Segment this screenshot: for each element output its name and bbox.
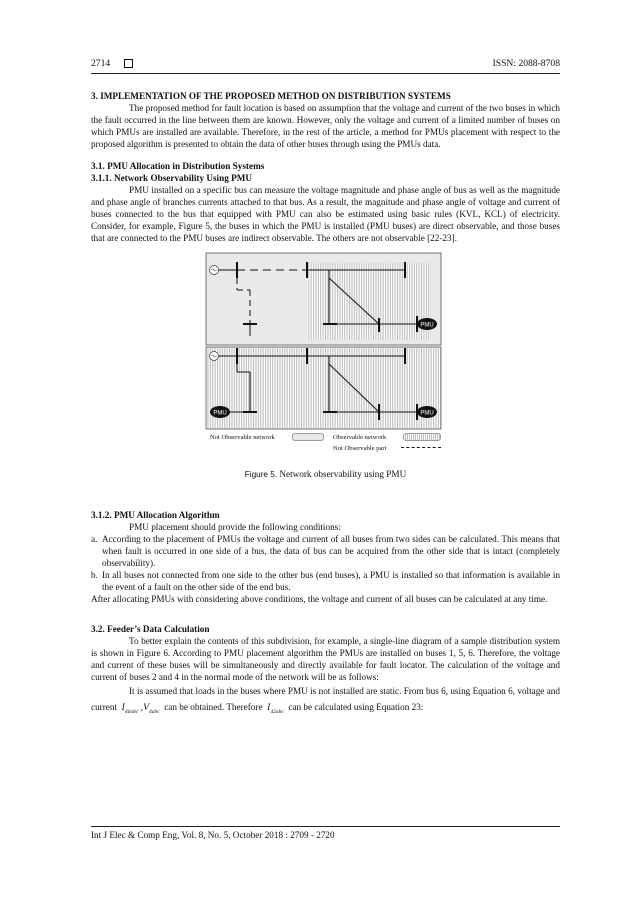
section-3-2-paragraph-2: [91, 683, 560, 720]
section-3-2-paragraph-1: To better explain the contents of this subdivision, for example, a single-line diagram of a sample distribution system is shown in Figure 6. According to PMU placement algorithm the PMUs are installed on buses 1, 5, 6. Therefore, the voltage and current of these buses will be simultaneously and directly available for fault locator. The calculation of the voltage and current of buses 2 and 4 in the normal mode of the network will be as follows:: [91, 636, 560, 682]
pmu-label: PMU: [420, 322, 434, 329]
list-item: [91, 569, 560, 593]
para2-text-a: It is assumed that loads in the buses where PMU is not installed are static. From bus 6, using Equation 6, voltage and current: [91, 686, 560, 712]
footer-rule: [91, 826, 560, 827]
list-text: In all buses not connected from one side to the other bus (end buses), a PMU is installed so that information is available in the event of a fault on the other side of the end bus.: [102, 570, 560, 592]
list-marker: a.: [91, 534, 98, 544]
page-number: 2714: [91, 57, 111, 69]
legend-dashed-line: [401, 447, 441, 448]
legend-swatch-gray: [292, 433, 324, 441]
caption-label: Figure 5.: [244, 470, 278, 479]
section-3-heading: 3. IMPLEMENTATION OF THE PROPOSED METHOD ON DISTRIBUTION SYSTEMS: [91, 91, 451, 101]
caption-text: Network observability using PMU: [279, 469, 407, 479]
equation-i42: $I_{42abc}$: [267, 702, 284, 715]
figure-5: [91, 252, 560, 464]
top-panel-observable-region: [307, 263, 434, 340]
main-content: [91, 90, 560, 720]
issn: ISSN: 2088-8708: [492, 57, 560, 69]
equation-i46-v4: $I_{46abc}$ $,V_{4abc}$: [121, 702, 160, 715]
legend-observable-network: Observable network: [333, 434, 387, 441]
section-3-1-2-heading: 3.1.2. PMU Allocation Algorithm: [91, 510, 220, 520]
figure-5-caption: [91, 468, 560, 481]
para2-text-c: can be calculated using Equation 23:: [288, 702, 424, 712]
observability-diagram: [205, 252, 442, 456]
pmu-label: PMU: [213, 410, 227, 417]
list-text: According to the placement of PMUs the voltage and current of all buses from two sides can be calculated. This means that when fault is occurred in one side of a bus, the data of bus can be acquired from the other side that is intact (completely observability).: [102, 534, 560, 568]
legend-not-observable-network: Not Observable network: [210, 434, 275, 441]
section-3-2-heading: 3.2. Feeder’s Data Calculation: [91, 624, 210, 634]
section-3-1-2-after: After allocating PMUs with considering above conditions, the voltage and current of all buses can be calculated at any time.: [91, 594, 548, 604]
list-marker: b.: [91, 570, 98, 580]
para2-text-b: can be obtained. Therefore: [164, 702, 263, 712]
section-3-1-1-heading: 3.1.1. Network Observability Using PMU: [91, 173, 253, 183]
list-item: [91, 533, 560, 569]
legend-not-observable-part: Not Observable part: [333, 445, 387, 452]
square-icon: [124, 59, 133, 68]
header-rule: [91, 73, 560, 74]
running-header: [91, 55, 560, 71]
section-3-1-1-paragraph: PMU installed on a specific bus can measure the voltage magnitude and phase angle of bus as well as the magnitude and phase angle of branches currents attached to that bus. As a result, the magnitude and phase angle of voltage and current of buses connected to the bus that equipped with PMU can also be estimated using basic rules (KVL, KCL) of electricity. Consider, for example, Figure 5, the buses in which the PMU is installed (PMU buses) are direct observable, and those buses that are connected to the PMU buses are indirect observable. The others are not observable [22-23].: [91, 185, 560, 243]
pmu-label: PMU: [420, 410, 434, 417]
footer-citation: Int J Elec & Comp Eng, Vol. 8, No. 5, October 2018 : 2709 - 2720: [91, 830, 335, 840]
section-3-1-heading: 3.1. PMU Allocation in Distribution Systems: [91, 161, 265, 171]
section-3-1-2-intro: PMU placement should provide the following conditions:: [129, 522, 341, 532]
legend-swatch-striped: [403, 433, 441, 441]
section-3-paragraph: The proposed method for fault location is based on assumption that the voltage and current of the two buses in which the fault occurred in the line between them are known. However, only the voltage and current of a limited number of buses on which PMUs are installed are available. Therefore, in the rest of the article, a method for PMUs placement with respect to the proposed algorithm is presented to obtain the data of other buses through using the PMUs data.: [91, 103, 560, 149]
